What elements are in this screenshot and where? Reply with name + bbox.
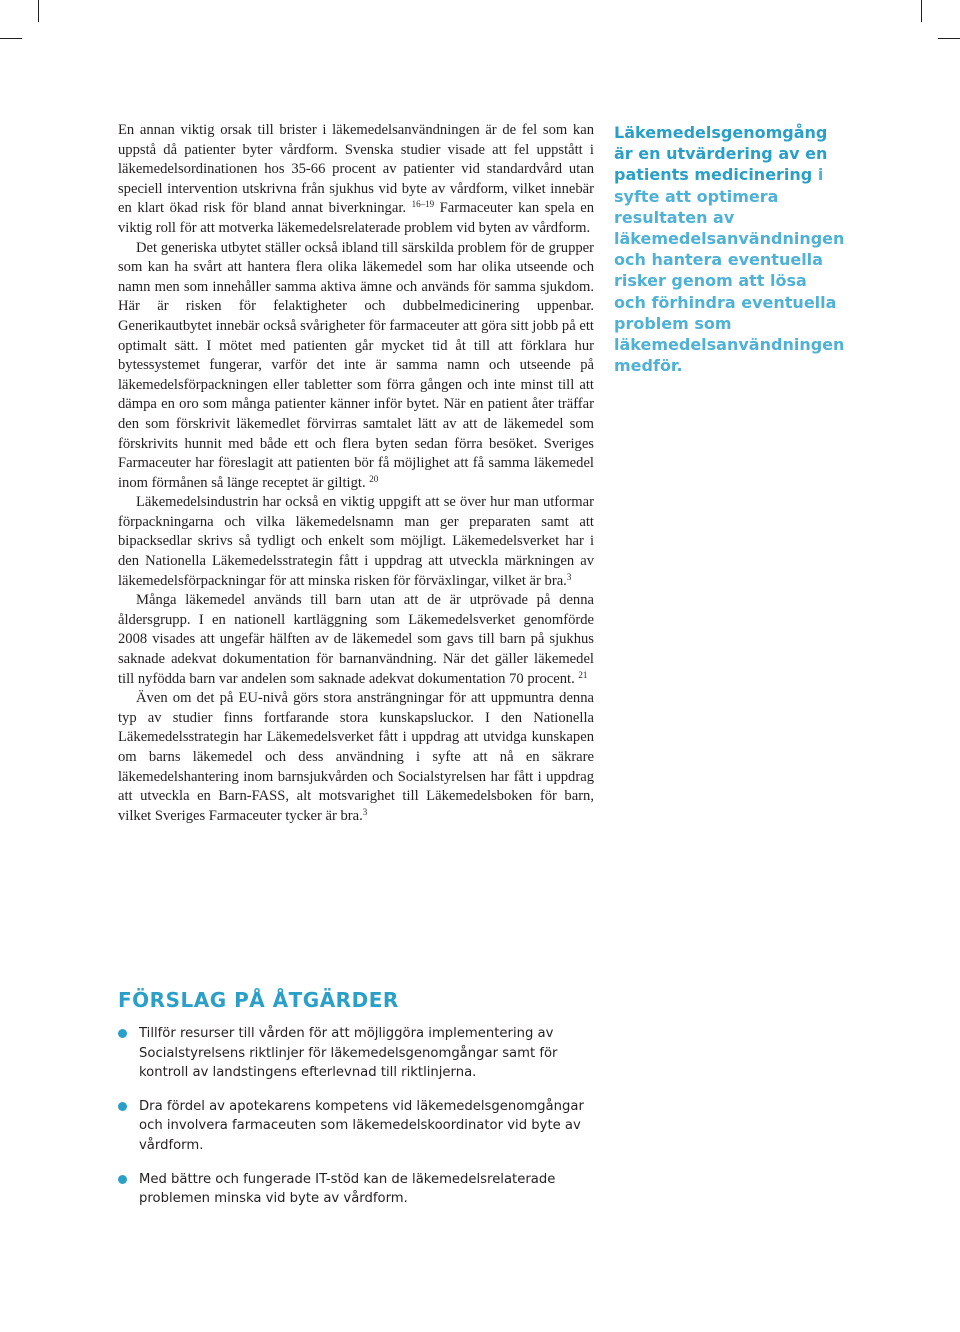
footnote-ref: 20: [369, 473, 379, 484]
crop-mark-right-top: [938, 38, 960, 39]
bullet-icon: [118, 1175, 127, 1184]
pull-quote-emphasis: Läkemedelsgenomgång är en utvärdering av en patients medicinering: [614, 123, 828, 185]
paragraph-3: [118, 493, 594, 591]
list-item: [118, 1170, 598, 1209]
list-item: [118, 1097, 598, 1156]
proposals-section: [118, 988, 598, 1223]
crop-mark-top-right: [921, 0, 922, 22]
bullet-icon: [118, 1029, 127, 1038]
crop-mark-top-left: [38, 0, 39, 22]
list-item: [118, 1024, 598, 1083]
list-item-text: Dra fördel av apotekarens kompetens vid läkemedelsgenomgångar och involvera farmaceuten som läkemedelskoordinator vid byte av vårdform.: [139, 1098, 584, 1153]
footnote-ref: 3: [362, 806, 368, 817]
proposals-heading: FÖRSLAG PÅ ÅTGÄRDER: [118, 988, 399, 1012]
paragraph-2: [118, 239, 594, 494]
paragraph-3-text: Läkemedelsindustrin har också en viktig uppgift att se över hur man utformar förpackningarna och vilka läkemedelsnamn man ger preparaten samt att bipacksedlar skrivs så tydligt och enkelt som möjligt. Läkemedelsverket har i den Nationella Läkemedelsstrategin fått i uppdrag att utveckla märkningen av läkemedelsförpackningar för att minska risken för förväxlingar, vilket är bra.: [118, 494, 594, 589]
list-item-text: Tillför resurser till vården för att möjliggöra implementering av Socialstyrelsens riktlinjer för läkemedelsgenomgångar samt för kontroll av landstingens efterlevnad till riktlinjerna.: [139, 1026, 558, 1081]
paragraph-4: [118, 591, 594, 689]
article-body: [118, 121, 594, 826]
paragraph-1-tail: Farmaceuter kan spela en viktig roll för att motverka läkemedelsrelaterade problem vid byten av vårdform.: [118, 200, 595, 236]
pull-quote: [614, 122, 844, 376]
paragraph-2-text: Det generiska utbytet ställer också ibland till särskilda problem för de grupper som kan ha svårt att hantera flera olika läkemedel som har olika utseende och namn men som innehåller samma aktiva ämne och används för samma sjukdom. Här är risken för felaktigheter och dubbelmedicinering uppenbar. Generikautbytet innebär också svårigheter för farmaceuter att göra sitt jobb på ett optimalt sätt. I mötet med patienten går mycket tid åt till att förklara hur bytessystemet fungerar, varför det inte är samma namn och utseende på läkemedelsförpackningen eller tabletter som förra gången och inte minst till att dämpa en oro som många patienter känner inför bytet. När en patient åter träffar den som förskrivit läkemedlet förvirras samtalet lätt av att de läkemedel som förskrivits hunnit med både ett och flera byten sedan förra besöket. Sveriges Farmaceuter har föreslagit att patienten bör få möjlighet att få samma läkemedel inom förmånen så länge receptet är giltigt.: [118, 239, 594, 491]
paragraph-4-text: Många läkemedel används till barn utan att de är utprövade på denna åldersgrupp. I en nationell kartläggning som Läkemedelsverket genomförde 2008 visades att ungefär hälften av de läkemedel som gavs till barn på sjukhus saknade adekvat dokumentation för barnanvändning. När det gäller läkemedel till nyfödda barn var andelen som saknade adekvat dokumentation 70 procent.: [118, 592, 594, 687]
proposals-list: [118, 1024, 598, 1209]
crop-mark-left-top: [0, 38, 22, 39]
paragraph-5: [118, 689, 594, 826]
list-item-text: Med bättre och fungerade IT-stöd kan de läkemedelsrelaterade problemen minska vid byte av vårdform.: [139, 1171, 556, 1207]
footnote-ref: 16–19: [411, 199, 435, 210]
footnote-ref: 21: [578, 669, 588, 680]
footnote-ref: 3: [566, 571, 572, 582]
pull-quote-rest: i syfte att optimera resultaten av läkemedelsanvändningen och hantera eventuella risker genom att lösa och förhindra eventuella problem som läkemedelsanvändningen medför.: [614, 165, 845, 376]
paragraph-5-text: Även om det på EU-nivå görs stora ansträngningar för att uppmuntra denna typ av studier finns fortfarande stora kunskapsluckor. I den Nationella Läkemedelsstrategin har Läkemedelsverket fått i uppdrag att utvidga kunskapen om barns läkemedel och dess användning i syfte att nå en säkrare läkemedelshantering inom barnsjukvården och Socialstyrelsen har fått i uppdrag att utveckla en Barn-FASS, alt motsvarighet till Läkemedelsboken för barn, vilket Sveriges Farmaceuter tycker är bra.: [118, 690, 594, 824]
bullet-icon: [118, 1102, 127, 1111]
paragraph-1: [118, 121, 594, 239]
paragraph-1-text: En annan viktig orsak till brister i läkemedelsanvändningen är de fel som kan uppstå då patienter byter vårdform. Svenska studier visade att fel uppstått i läkemedelsordinationen hos 35-66 procent av patienter vid standardvård utan speciell intervention utskrivna från sjukhus vid byte av vårdform, vilket innebär en klart ökad risk för bland annat biverkningar.: [118, 122, 594, 217]
